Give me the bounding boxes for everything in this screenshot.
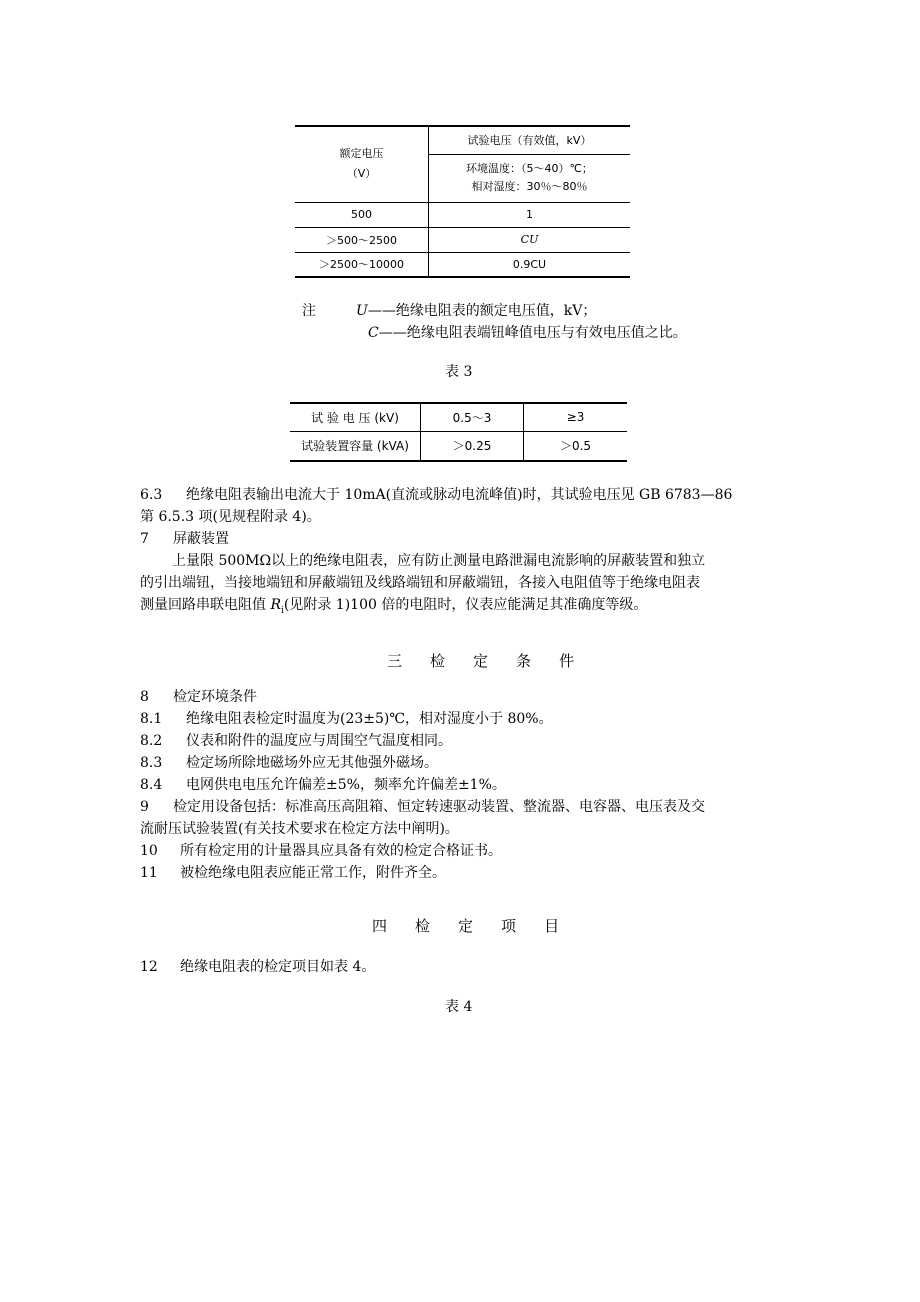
heading-char: 项 [501,917,517,935]
list-item [140,796,705,818]
item-number: 12 [140,959,158,975]
table3-cell: ≥3 [566,410,585,425]
item-number: 11 [140,865,158,881]
table-row [290,403,627,431]
heading-char: 件 [559,652,575,670]
note-var-c: C [368,325,379,341]
item-number: 8.2 [140,733,163,749]
environment-conditions [429,154,631,202]
para-text: 测量回路串联电阻值 [140,597,271,613]
item-text: 被检绝缘电阻表应能正常工作，附件齐全。 [180,865,446,881]
rated-voltage-header-line1: 额定电压 [339,147,384,161]
test-cell: CU [429,227,631,252]
heading-char: 目 [544,917,560,935]
table-row [290,431,627,461]
note-line-2 [368,322,687,344]
item-text: 绝缘电阻表的检定项目如表 4。 [180,959,376,975]
rated-cell: ＞2500～10000 [295,252,429,277]
heading-char: 检 [415,917,431,935]
section-4-heading [358,915,573,937]
env-temperature: 环境温度：（5～40）℃； [466,162,593,175]
heading-char: 四 [372,917,388,935]
note-text-1: ——绝缘电阻表的额定电压值，kV； [367,303,597,319]
section-3-heading [373,650,588,672]
item-text: 电网供电电压允许偏差±5%，频率允许偏差±1%。 [186,777,506,793]
heading-char: 三 [387,652,403,670]
item-text: 所有检定用的计量器具应具备有效的检定合格证书。 [180,843,502,859]
note-line-1 [302,300,596,322]
para-text: 绝缘电阻表输出电流大于 10mA(直流或脉动电流峰值)时，其试验电压见 GB 6783—86 [186,487,733,503]
item-text: 检定用设备包括：标准高压高阻箱、恒定转速驱动装置、整流器、电容器、电压表及交 [173,799,705,815]
note-text-2: ——绝缘电阻表端钮峰值电压与有效电压值之比。 [378,325,687,341]
list-item [140,862,446,884]
note-label: 注 [302,303,316,319]
para-7-body-line2: 的引出端钮，当接地端钮和屏蔽端钮及线路端钮和屏蔽端钮，各接入电阻值等于绝缘电阻表 [140,575,700,591]
item-number: 8.4 [140,777,163,793]
var-r-sub: i [281,605,284,616]
var-r: R [270,597,281,613]
rated-voltage-table [295,125,630,278]
para-text: (见附录 1)100 倍的电阻时，仪表应能满足其准确度等级。 [283,597,648,613]
list-item-continuation: 流耐压试验装置(有关技术要求在检定方法中阐明)。 [140,821,459,837]
rated-cell: 500 [295,202,429,227]
table-row [295,252,630,277]
table4-title: 表 4 [445,999,473,1015]
item-text: 检定场所除地磁场外应无其他强外磁场。 [186,755,438,771]
heading-char: 条 [516,652,532,670]
rated-cell: ＞500～2500 [295,227,429,252]
table3-cell: 0.5～3 [421,403,524,431]
list-item [140,686,257,708]
para-7-body-line1: 上量限 500MΩ以上的绝缘电阻表，应有防止测量电路泄漏电流影响的屏蔽装置和独立 [172,553,706,569]
table3-title: 表 3 [445,364,473,380]
test-voltage-header: 试验电压（有效值，kV） [467,134,592,148]
para-number: 7 [140,531,149,547]
test-cell: 0.9CU [429,252,631,277]
table3-label: 试 验 电 压 (kV) [290,403,421,431]
table3-label: 试验装置容量 (kVA) [290,431,421,461]
env-humidity: 相对湿度：30％～80％ [471,180,588,193]
item-text: 检定环境条件 [173,689,257,705]
para-7-title [140,528,229,550]
list-item [140,774,506,796]
para-6-3-line2: 第 6.5.3 项(见规程附录 4)。 [140,509,321,525]
para-text: 屏蔽装置 [173,531,229,547]
test-device-table [290,402,627,462]
item-number: 8.3 [140,755,163,771]
item-text: 仪表和附件的温度应与周围空气温度相同。 [186,733,452,749]
table-row [295,202,630,227]
list-item [140,956,375,978]
list-item [140,840,502,862]
table-row [295,227,630,252]
heading-char: 检 [430,652,446,670]
table3-cell: ＞0.5 [524,431,628,461]
heading-char: 定 [473,652,489,670]
para-7-body-line3 [140,594,647,622]
para-number: 6.3 [140,487,163,503]
heading-char: 定 [458,917,474,935]
rated-voltage-header [295,126,429,202]
list-item [140,708,553,730]
item-number: 9 [140,799,149,815]
note-var-u: U [356,303,368,319]
rated-voltage-header-line2: （V） [346,167,377,181]
item-number: 10 [140,843,158,859]
table3-cell: ＞0.25 [421,431,524,461]
item-text: 绝缘电阻表检定时温度为(23±5)℃，相对湿度小于 80%。 [186,711,553,727]
list-item [140,752,438,774]
item-number: 8 [140,689,149,705]
para-6-3-line1 [140,484,732,506]
test-cell: 1 [429,202,631,227]
list-item [140,730,452,752]
item-number: 8.1 [140,711,163,727]
